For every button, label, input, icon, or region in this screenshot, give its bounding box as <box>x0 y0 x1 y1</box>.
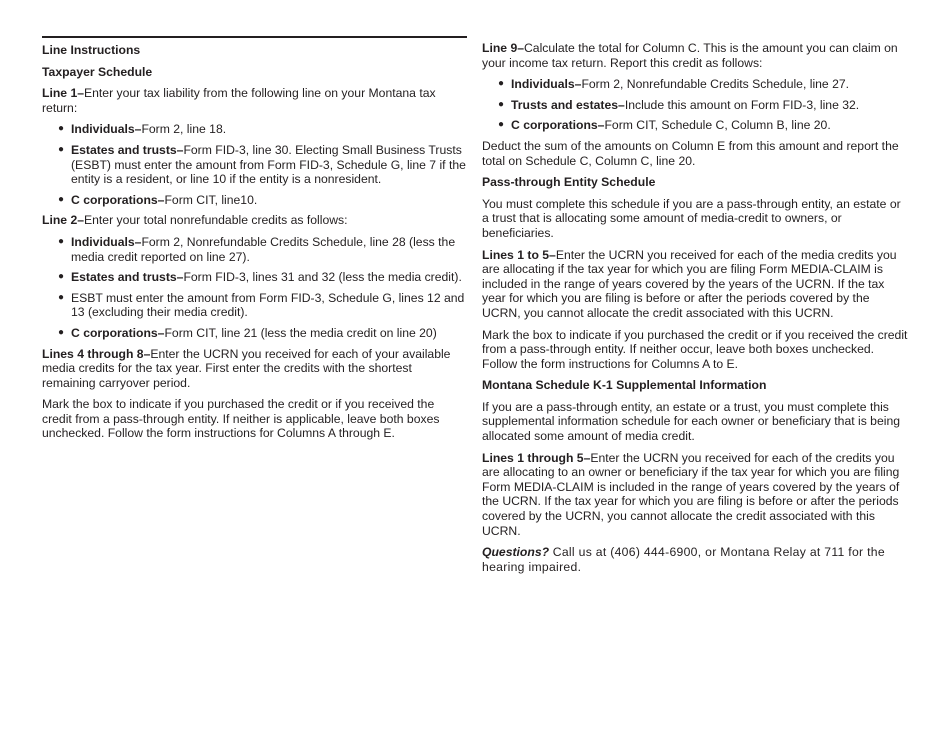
bullet-icon: ● <box>498 78 505 90</box>
lines4-8-paragraph <box>42 347 467 391</box>
bullet-icon: ● <box>498 119 505 131</box>
lines4-8-label: Lines 4 through 8– <box>42 346 151 361</box>
list-item <box>58 290 467 320</box>
section-heading: Line Instructions <box>42 43 141 57</box>
pass-through-intro: You must complete this schedule if you are a pass-through entity, an estate or a trust that is allocating some amount of media-credit to owners, or beneficiaries. <box>482 196 901 240</box>
lines1-through-5-label: Lines 1 through 5– <box>482 450 591 465</box>
k1-intro: If you are a pass-through entity, an estate or a trust, you must complete this supplemental information schedule for each owner or beneficiary that is being allocated some amount of media credit. <box>482 399 900 444</box>
line1-list <box>42 122 467 207</box>
list-item <box>58 234 467 264</box>
questions-paragraph <box>482 545 910 574</box>
lines1-5-text: Enter the UCRN you received for each of the media credits you are allocating if the tax year for which you are filing Form MEDIA-CLAIM is included in the range of years covered by the years of the UCRN. If the tax year for which you are filing is before or after the periods covered by the UCRN, you cannot allocate the credit associated with this UCRN. <box>482 247 897 320</box>
bullet-icon: ● <box>498 98 505 110</box>
line9-label: Line 9– <box>482 41 524 55</box>
right-column <box>482 41 910 581</box>
lines1-5-paragraph <box>482 248 910 321</box>
line1-text: Enter your tax liability from the following line on your Montana tax return: <box>42 86 436 115</box>
line2-paragraph <box>42 213 467 228</box>
item-label: Trusts and estates– <box>511 97 625 112</box>
list-item <box>58 270 467 285</box>
item-label: Estates and trusts– <box>71 270 184 285</box>
list-item <box>498 97 910 113</box>
taxpayer-schedule-heading: Taxpayer Schedule <box>42 64 153 79</box>
bullet-icon: ● <box>58 235 65 247</box>
line1-paragraph <box>42 86 467 115</box>
line9-list <box>482 77 910 133</box>
item-text: Form 2, line 18. <box>141 122 227 137</box>
line9-paragraph <box>482 41 910 70</box>
item-text: Form 2, Nonrefundable Credits Schedule, line 27. <box>581 77 850 92</box>
item-text: ESBT must enter the amount from Form FID-3, Schedule G, lines 12 and 13 (excluding their media credit). <box>71 290 465 320</box>
line9-text: Calculate the total for Column C. This is the amount you can claim on your income tax return. Report this credit as follows: <box>482 41 898 70</box>
item-label: Individuals– <box>511 77 582 92</box>
item-text: Form FID-3, lines 31 and 32 (less the media credit). <box>183 270 462 285</box>
item-text: Form 2, Nonrefundable Credits Schedule, line 28 (less the media credit reported on line 27). <box>71 234 456 264</box>
left-column <box>42 36 467 448</box>
list-item <box>58 122 467 137</box>
item-label: Individuals– <box>71 234 142 249</box>
item-text: Form CIT, line10. <box>164 192 258 207</box>
bullet-icon: ● <box>58 271 65 283</box>
item-text: Form FID-3, line 30. Electing Small Business Trusts (ESBT) must enter the amount from Form FID-3, Schedule G, line 7 if the entity is a resident, or line 10 if the entity is a nonresident. <box>71 142 466 187</box>
list-item <box>58 325 467 341</box>
bullet-icon: ● <box>58 123 65 135</box>
lines1-through-5-paragraph <box>482 451 910 539</box>
lines4-8-text: Enter the UCRN you received for each of your available media credits for the tax year. First enter the credits with the shortest remaining carryover period. <box>42 346 451 390</box>
bullet-icon: ● <box>58 291 65 303</box>
item-text: Include this amount on Form FID-3, line 32. <box>624 97 860 112</box>
list-item <box>498 77 910 92</box>
mark-box-paragraph: Mark the box to indicate if you purchased the credit or if you received the credit from a pass-through entity. If neither is applicable, leave both boxes unchecked. Follow the form instructions for Columns A through E. <box>42 397 440 441</box>
pass-through-heading: Pass-through Entity Schedule <box>482 175 656 190</box>
item-label: Estates and trusts– <box>71 142 184 157</box>
bullet-icon: ● <box>58 326 65 338</box>
deduct-paragraph: Deduct the sum of the amounts on Column E from this amount and report the total on Schedule C, Column C, line 20. <box>482 138 899 168</box>
item-label: C corporations– <box>71 325 165 340</box>
item-label: C corporations– <box>511 118 605 133</box>
item-text: Form CIT, Schedule C, Column B, line 20. <box>604 118 831 133</box>
line2-text: Enter your total nonrefundable credits as follows: <box>84 213 348 228</box>
line1-label: Line 1– <box>42 86 84 101</box>
lines1-through-5-text: Enter the UCRN you received for each of the credits you are allocating to an owner or beneficiary if the tax year for which you are filing Form MEDIA-CLAIM is included in the range of years covered by the years of the UCRN. If the tax year for which you are filing is before or after the periods covered by the UCRN, you cannot allocate the credit associated with this UCRN. <box>482 450 900 538</box>
questions-text: Call us at (406) 444-6900, or Montana Relay at 711 for the hearing impaired. <box>482 545 885 574</box>
item-label: C corporations– <box>71 192 165 207</box>
mark-box-paragraph: Mark the box to indicate if you purchased the credit or if you received the credit from a pass-through entity. If neither occur, leave both boxes unchecked. Follow the form instructions for Columns A to E. <box>482 327 908 371</box>
bullet-icon: ● <box>58 193 65 205</box>
list-item <box>58 142 467 187</box>
item-text: Form CIT, line 21 (less the media credit on line 20) <box>164 325 437 340</box>
list-item <box>58 192 467 208</box>
line2-list <box>42 235 467 341</box>
lines1-5-label: Lines 1 to 5– <box>482 247 556 262</box>
k1-heading: Montana Schedule K-1 Supplemental Information <box>482 378 767 393</box>
bullet-icon: ● <box>58 143 65 155</box>
item-label: Individuals– <box>71 122 142 137</box>
line2-label: Line 2– <box>42 213 84 228</box>
questions-label: Questions? <box>482 545 550 560</box>
list-item <box>498 118 910 133</box>
